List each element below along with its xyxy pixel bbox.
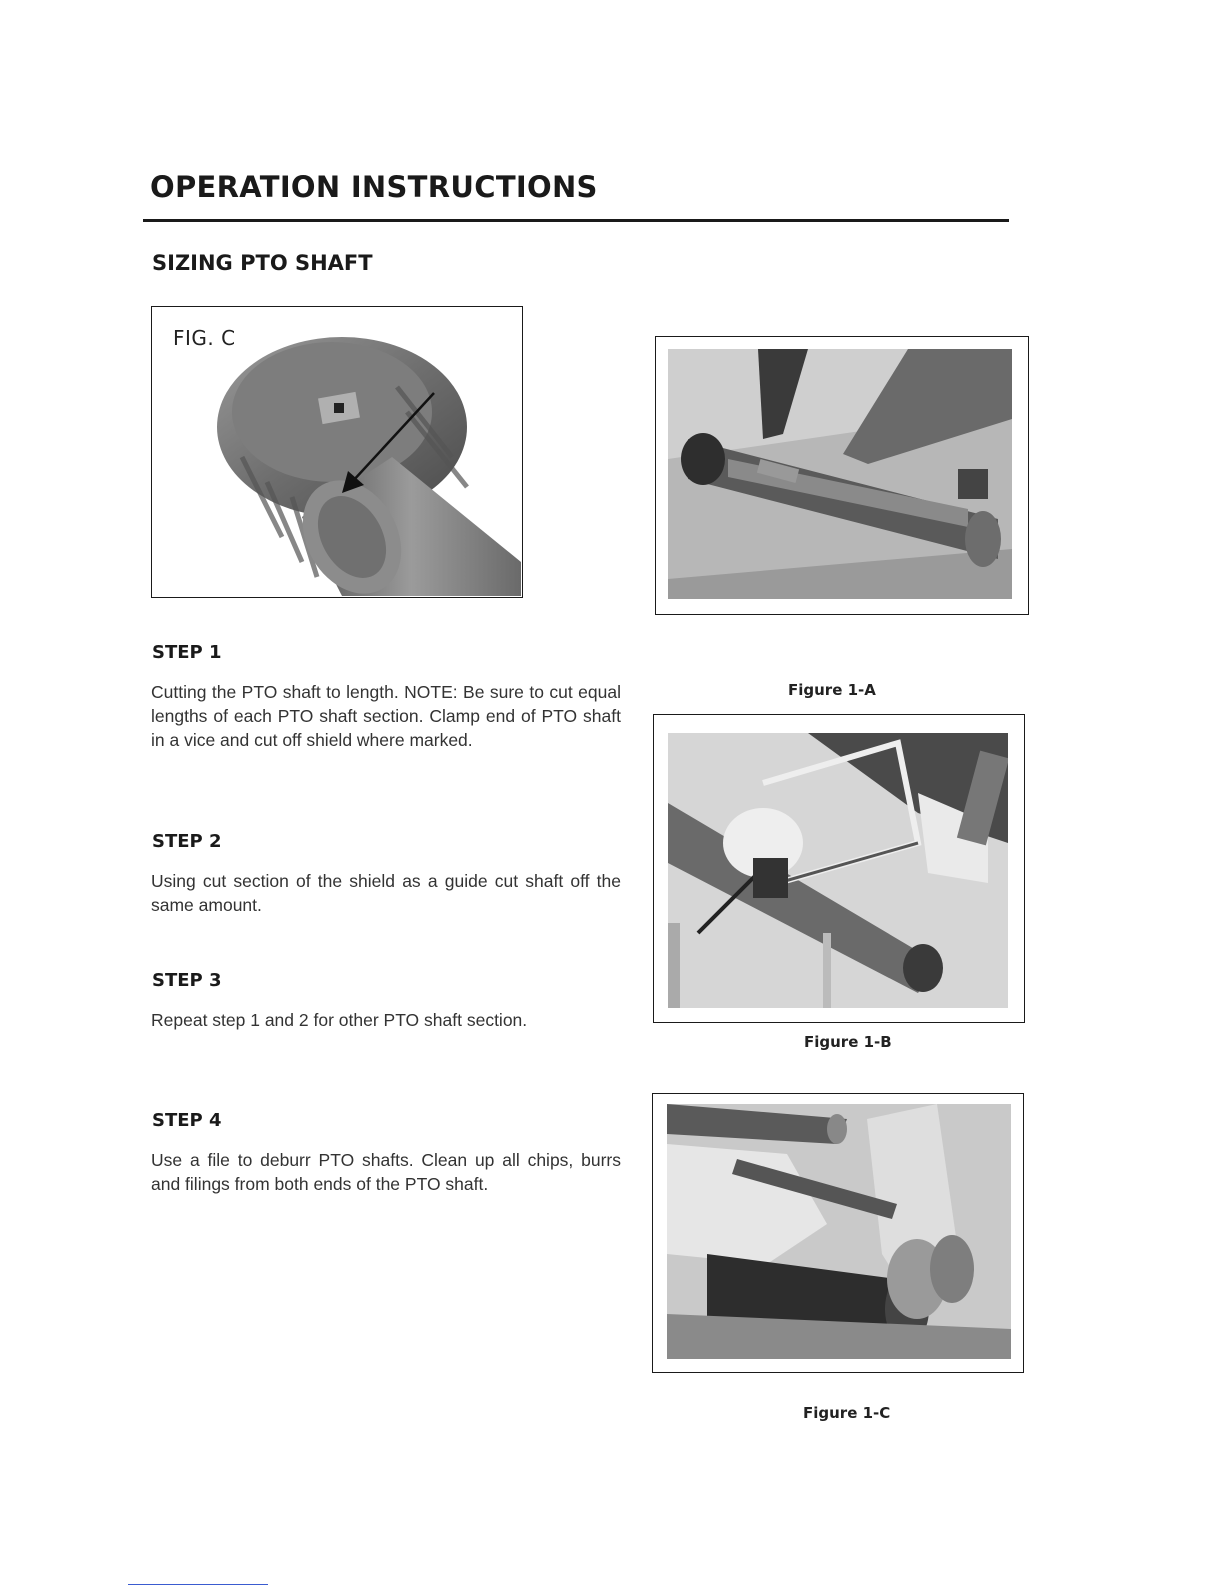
section-title: SIZING PTO SHAFT [152, 251, 373, 275]
figure-c [151, 306, 523, 598]
step-4-text: Use a file to deburr PTO shafts. Clean up all chips, burrs and filings from both ends of the PTO shaft. [151, 1150, 621, 1194]
step-3-text: Repeat step 1 and 2 for other PTO shaft section. [151, 1010, 528, 1030]
figure-1a [655, 336, 1029, 615]
step-2-heading: STEP 2 [152, 831, 222, 852]
photo-deburring-shaft [667, 1104, 1011, 1359]
figure-1c-caption: Figure 1-C [803, 1404, 891, 1422]
figure-1b [653, 714, 1025, 1023]
pto-shield-illustration [152, 307, 521, 596]
figure-1b-caption: Figure 1-B [804, 1033, 892, 1051]
figure-c-label: FIG. C [173, 326, 236, 350]
photo-cutting-shield [668, 733, 1008, 1008]
step-3-heading: STEP 3 [152, 970, 222, 991]
photo-marking-shaft [668, 349, 1012, 599]
title-divider [143, 219, 1009, 222]
step-2-text: Using cut section of the shield as a guide cut shaft off the same amount. [151, 871, 621, 915]
figure-1c [652, 1093, 1024, 1373]
figure-1a-caption: Figure 1-A [788, 681, 876, 699]
step-4-heading: STEP 4 [152, 1110, 222, 1131]
step-1-text: Cutting the PTO shaft to length. NOTE: Be sure to cut equal lengths of each PTO shaft section. Clamp end of PTO shaft in a vice and cut off shield where marked. [151, 682, 621, 750]
page-title: OPERATION INSTRUCTIONS [150, 170, 598, 204]
step-1-heading: STEP 1 [152, 642, 222, 663]
